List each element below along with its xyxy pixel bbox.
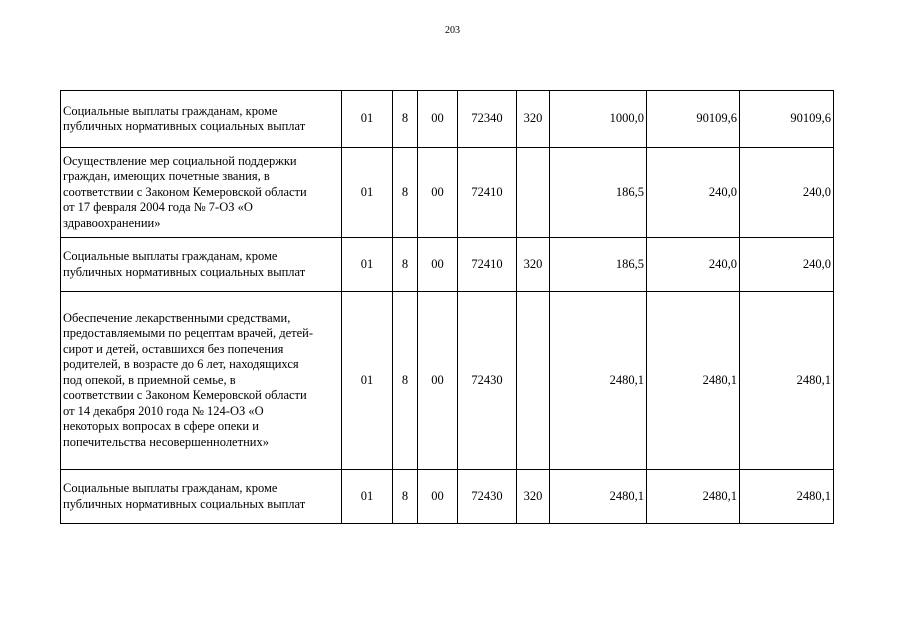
cell-value-1: 186,5 [550,148,647,238]
cell-value-3: 2480,1 [740,292,834,470]
cell-program: 00 [418,238,458,292]
cell-value-1: 2480,1 [550,292,647,470]
cell-value-3: 240,0 [740,148,834,238]
row-description: Социальные выплаты гражданам, кроме публичных нормативных социальных выплат [61,238,342,292]
row-description: Социальные выплаты гражданам, кроме публичных нормативных социальных выплат [61,470,342,524]
cell-code: 72430 [458,470,517,524]
cell-expense-type [517,148,550,238]
cell-expense-type: 320 [517,91,550,148]
table-row [61,148,834,238]
cell-section: 01 [342,292,393,470]
cell-value-2: 2480,1 [647,470,740,524]
budget-table [60,90,834,524]
cell-value-1: 1000,0 [550,91,647,148]
row-description: Обеспечение лекарственными средствами, предоставляемыми по рецептам врачей, детей- сирот и детей, оставшихся без попечения родителей, в возрасте до 6 лет, находящихся под опекой, в приемной семье, в соответствии с Законом Кемеровской области от 14 декабря 2010 года № 124-ОЗ «О некоторых вопросах в сфере опеки и попечительства несовершеннолетних» [61,292,342,470]
cell-value-1: 186,5 [550,238,647,292]
row-description: Социальные выплаты гражданам, кроме публичных нормативных социальных выплат [61,91,342,148]
cell-value-2: 90109,6 [647,91,740,148]
cell-value-2: 240,0 [647,148,740,238]
cell-subsection: 8 [393,470,418,524]
cell-section: 01 [342,91,393,148]
table-row [61,238,834,292]
cell-value-2: 2480,1 [647,292,740,470]
cell-expense-type: 320 [517,470,550,524]
cell-section: 01 [342,470,393,524]
table-row [61,292,834,470]
cell-program: 00 [418,91,458,148]
cell-program: 00 [418,292,458,470]
cell-code: 72430 [458,292,517,470]
table-row [61,470,834,524]
cell-subsection: 8 [393,148,418,238]
cell-expense-type [517,292,550,470]
cell-value-2: 240,0 [647,238,740,292]
cell-subsection: 8 [393,292,418,470]
table-row [61,91,834,148]
cell-code: 72410 [458,148,517,238]
cell-expense-type: 320 [517,238,550,292]
cell-subsection: 8 [393,238,418,292]
cell-value-1: 2480,1 [550,470,647,524]
cell-program: 00 [418,470,458,524]
cell-program: 00 [418,148,458,238]
cell-value-3: 240,0 [740,238,834,292]
cell-section: 01 [342,148,393,238]
page-number: 203 [445,25,460,36]
row-description: Осуществление мер социальной поддержки граждан, имеющих почетные звания, в соответствии с Законом Кемеровской области от 17 февраля 2004 года № 7-ОЗ «О здравоохранении» [61,148,342,238]
cell-section: 01 [342,238,393,292]
cell-value-3: 90109,6 [740,91,834,148]
cell-code: 72410 [458,238,517,292]
cell-code: 72340 [458,91,517,148]
cell-subsection: 8 [393,91,418,148]
cell-value-3: 2480,1 [740,470,834,524]
